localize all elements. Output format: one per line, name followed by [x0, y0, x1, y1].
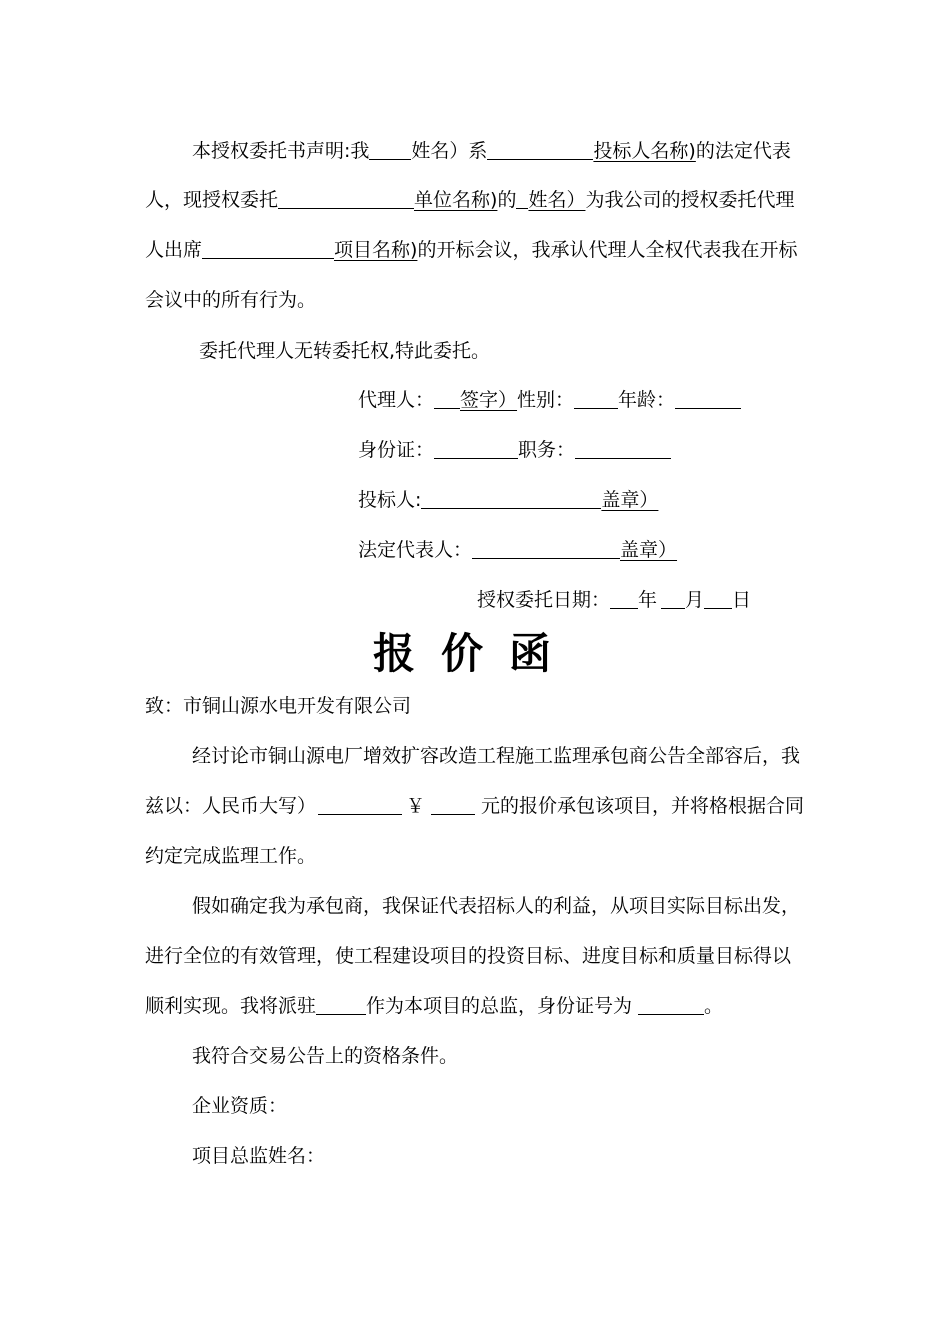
blank-post	[575, 440, 671, 459]
blank-amount-words	[318, 796, 402, 815]
letter-chief-name: 项目总监姓名：	[192, 1145, 326, 1167]
blank-bidder	[487, 141, 593, 160]
letter-p2-line-1: 假如确定我为承包商，我保证代表招标人的利益，从项目实际目标出发，	[192, 895, 801, 917]
blank-project	[202, 240, 334, 259]
blank-id-number	[638, 996, 704, 1015]
letter-p3: 我符合交易公告上的资格条件。	[192, 1045, 459, 1067]
id-row: 身份证： 职务：	[358, 437, 808, 463]
letter-title: 报价函	[372, 629, 577, 678]
letter-p1-line-1: 经讨论市铜山源电厂增效扩容改造工程施工监理承包商公告全部容后，我	[192, 745, 801, 767]
auth-line-2: 人，现授权委托 单位名称)的 姓名）为我公司的授权委托代理	[145, 189, 795, 211]
auth-date-row: 授权委托日期： 年 月 日	[477, 589, 752, 611]
blank-unit	[278, 190, 414, 209]
blank-bidder-seal	[421, 490, 601, 509]
blank-amount-number	[431, 796, 475, 815]
blank-age	[675, 390, 741, 409]
blank-chief-supervisor	[316, 996, 366, 1015]
blank-legal-rep	[472, 540, 620, 559]
agent-row: 代理人： 签字）性别： 年龄：	[358, 387, 808, 413]
bidder-row: 投标人: 盖章）	[358, 489, 659, 511]
blank-id	[434, 440, 518, 459]
letter-p2-line-2: 进行全位的有效管理，使工程建设项目的投资目标、进度目标和质量目标得以	[145, 945, 792, 967]
auth-line-4: 会议中的所有行为。	[145, 289, 317, 311]
auth-line-1: 本授权委托书声明:我 姓名）系 投标人名称)的法定代表	[192, 140, 791, 162]
letter-recipient: 致：市铜山源水电开发有限公司	[145, 695, 412, 717]
auth-line-5: 委托代理人无转委托权,特此委托。	[199, 340, 491, 362]
letter-qualification: 企业资质：	[192, 1095, 288, 1117]
blank-gender	[574, 390, 618, 409]
legal-rep-row: 法定代表人： 盖章）	[358, 539, 678, 561]
letter-p2-line-3: 顺利实现。我将派驻 作为本项目的总监，身份证号为 。	[145, 995, 724, 1017]
letter-p1-line-3: 约定完成监理工作。	[145, 845, 317, 867]
letter-p1-line-2: 兹以：人民币大写） ￥ 元的报价承包该项目，并将格根据合同	[145, 795, 805, 817]
blank-name	[369, 141, 411, 160]
auth-line-3: 人出席 项目名称)的开标会议，我承认代理人全权代表我在开标	[145, 239, 798, 261]
